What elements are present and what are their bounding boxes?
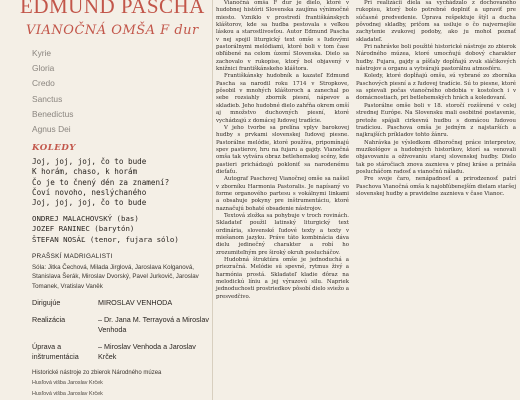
center-column [212, 0, 352, 400]
credit-arrangement [32, 342, 212, 362]
soloist: ONDREJ MALACHOVSKÝ (bas) [32, 214, 139, 224]
mass-part: Benedictus [32, 108, 74, 119]
paragraph: Koledy, ktoré dopĺňajú omšu, sú vybrané zo zborníka Paschových piesní a z ľudovej tradície. Sú to piesne, ktoré sa spievali počas vianočného obdobia v kostoloch i v domácnostiach, pri betlehemských hrách a koledovaní. [356, 73, 516, 102]
paragraph: Nahrávka je výsledkom dlhoročnej práce interpretov, muzikológov a hudobných historikov, ktorí sa venovali objavovaniu a oživovaniu starej slovenskej hudby. Dielo tak po stáročiach znova zaznieva v plnej kráse a prináša poslucháčom radosť a vianočnú náladu. [356, 139, 516, 175]
credit-value: – Dr. Jana M. Terrayová a Miroslav Venhoda [98, 315, 209, 335]
carol-title: Joj, joj, joj, čo to bude [32, 157, 147, 167]
mass-part: Credo [32, 78, 55, 89]
credit-value: – Miroslav Venhoda a Jaroslav Krček [98, 342, 196, 362]
carol-list [32, 157, 212, 208]
instruments-note: Historické nástroje zo zbierok Národného múzea [32, 370, 162, 377]
tiny-note: Husľová višba Jaroslav Krček [32, 391, 103, 398]
soloist: JOZEF RANINEC (barytón) [32, 224, 135, 234]
paragraph: Hudobná štruktúra omše je jednoduchá a priezračná. Melódie sú spevné, rytmus živý a harmónia prostá. Skladateľ kladie dôraz na melodickú líniu a jej výrazovú silu. Napriek jednoduchosti prostriedkov pôsobí dielo sviežo a presvedčivo. [216, 257, 349, 300]
work-subtitle: VIANOČNÁ OMŠA F dur [26, 23, 199, 38]
credit-label: Dirigujúe [32, 298, 61, 308]
tiny-note: Husľová višba Jaroslav Krček [32, 380, 103, 387]
paragraph: Pre svoje čaro, nenápadnosť a prirodzenosť patrí Paschova Vianočná omša k najobľúbenejším dielam staršej slovenskej hudby a pravidelne zaznieva v čase Vianoc. [356, 176, 516, 197]
right-column [352, 0, 520, 400]
paragraph: Pri realizácii diela sa vychádzalo z dochovaného rukopisu, ktorý bolo potrebné doplniť a upraviť pre súčasné predvedenie. Úprava rešpektuje štýl a ducha pôvodnej skladby, pričom sa usiluje o čo najvernejšie zachytenie zvukovej podoby, ako ju mohol poznať skladateľ. [356, 0, 516, 43]
carol-title: Čo je to čnený dén za znamení? [32, 177, 170, 187]
mass-part: Kyrie [32, 48, 52, 58]
credit-conductor [32, 298, 212, 308]
paragraph: Textová zložka sa pohybuje v troch rovinách. Skladateľ použil latinský liturgický text ordinária, slovenské ľudové texty a texty v miešanom jazyku. Práve táto kombinácia dáva dielu jedinečný charakter a robí ho zrozumiteľným pre široký okruh poslucháčov. [216, 212, 349, 256]
paragraph: V jeho tvorbe sa prelína vplyv barokovej hudby s prvkami slovenskej ľudovej piesne. Pastorálne melódie, ktoré používa, pripomínajú spev pastierov, hru na fujaru a gajdy. Vianočná omša tak vytvára obraz betlehemskej scény, kde pastieri prichádzajú pokloniť sa narodenému dieťaťu. [216, 124, 349, 175]
koledy-heading: KOLEDY [32, 143, 76, 154]
carol-title: K horám, chaso, k horám [32, 167, 138, 177]
paragraph: Františkánsky hudobník a kazateľ Edmund Pascha sa narodil roku 1714 v Stropkove, pôsobil v mnohých kláštoroch a zanechal po sebe rozsiahly zborník piesní, nápevov a skladieb. Jeho hudobné dielo zahŕňa okrem omší aj množstvo duchovných piesní, ktoré vychádzajú z domácej ľudovej tradície. [216, 73, 349, 124]
credit-realization [32, 315, 212, 335]
soloist: ŠTEFAN NOSÁĽ (tenor, fujara sólo) [32, 234, 179, 244]
paragraph: Autograf Paschovej Vianočnej omše sa našiel v zborníku Harmonia Pastoralis. Je napísaný vo forme organového partesu s vokálnymi linkami a obsahuje pokyny pre inštrumentáciu, ktoré naznačujú bohaté obsadenie nástrojov. [216, 176, 349, 212]
paragraph: Pri nahrávke boli použité historické nástroje zo zbierok Národného múzea, ktoré umocňujú dobový charakter hudby. Fujara, gajdy a píšťaly dopĺňajú zvuk sláčikových nástrojov a organu a vytvárajú pastorálnu atmosféru. [356, 44, 516, 73]
ensemble-heading: PRAŠSKÍ MADRIGALISTI [32, 252, 113, 260]
carol-title: Joj, joj, joj, čo to bude [32, 198, 147, 208]
credit-label: Úprava a inštrumentácia [32, 342, 79, 362]
article-text-center [216, 0, 349, 301]
mass-part: Sanctus [32, 93, 63, 104]
composer-title: EDMUND PASCHA [20, 0, 205, 18]
paragraph: Vianočná omša F dur je dielo, ktoré v hudobnej histórii Slovenska zaujíma výnimočné miesto. Vzniklo v prostredí františkánskych kláštorov, kde sa hudba pestovala s veľkou láskou a starostlivosťou. Autor Edmund Pascha v nej spojil liturgický text omše s ľudovými pastorálnymi melódiami, ktoré boli v tom čase obľúbené na celom území Slovenska. Dielo sa zachovalo v rukopise, ktorý bol objavený v knižnici františkánskeho kláštora. [216, 0, 349, 73]
mass-part: Gloria [32, 63, 55, 74]
mass-parts-list [32, 46, 212, 137]
article-text-right [356, 0, 516, 198]
left-column [0, 0, 212, 400]
mass-part: Agnus Dei [32, 124, 71, 135]
ensemble-soloists: Sóla: Jitka Čechová, Milada Jirglová, Jaroslava Kolganová, Stanislava Šerák, Miroslav Dvorský, Pavel Jurkovič, Jaroslav Tomanek, Vratislav Vaněk [32, 263, 199, 290]
carol-title: Čoví novoho, neslýchaného [32, 187, 147, 197]
credit-label: Realizácia [32, 315, 66, 325]
paragraph: Pastorálne omše boli v 18. storočí rozšírené v celej strednej Európe. Na Slovensku mali osobitné postavenie, pretože spájali cirkevnú hudbu s domácou ľudovou tradíciou. Paschova omša je jedným z najstarších a najkrajších príkladov tohto žánru. [356, 102, 516, 139]
soloists-list [32, 214, 212, 245]
credit-value: MIROSLAV VENHODA [98, 298, 173, 308]
